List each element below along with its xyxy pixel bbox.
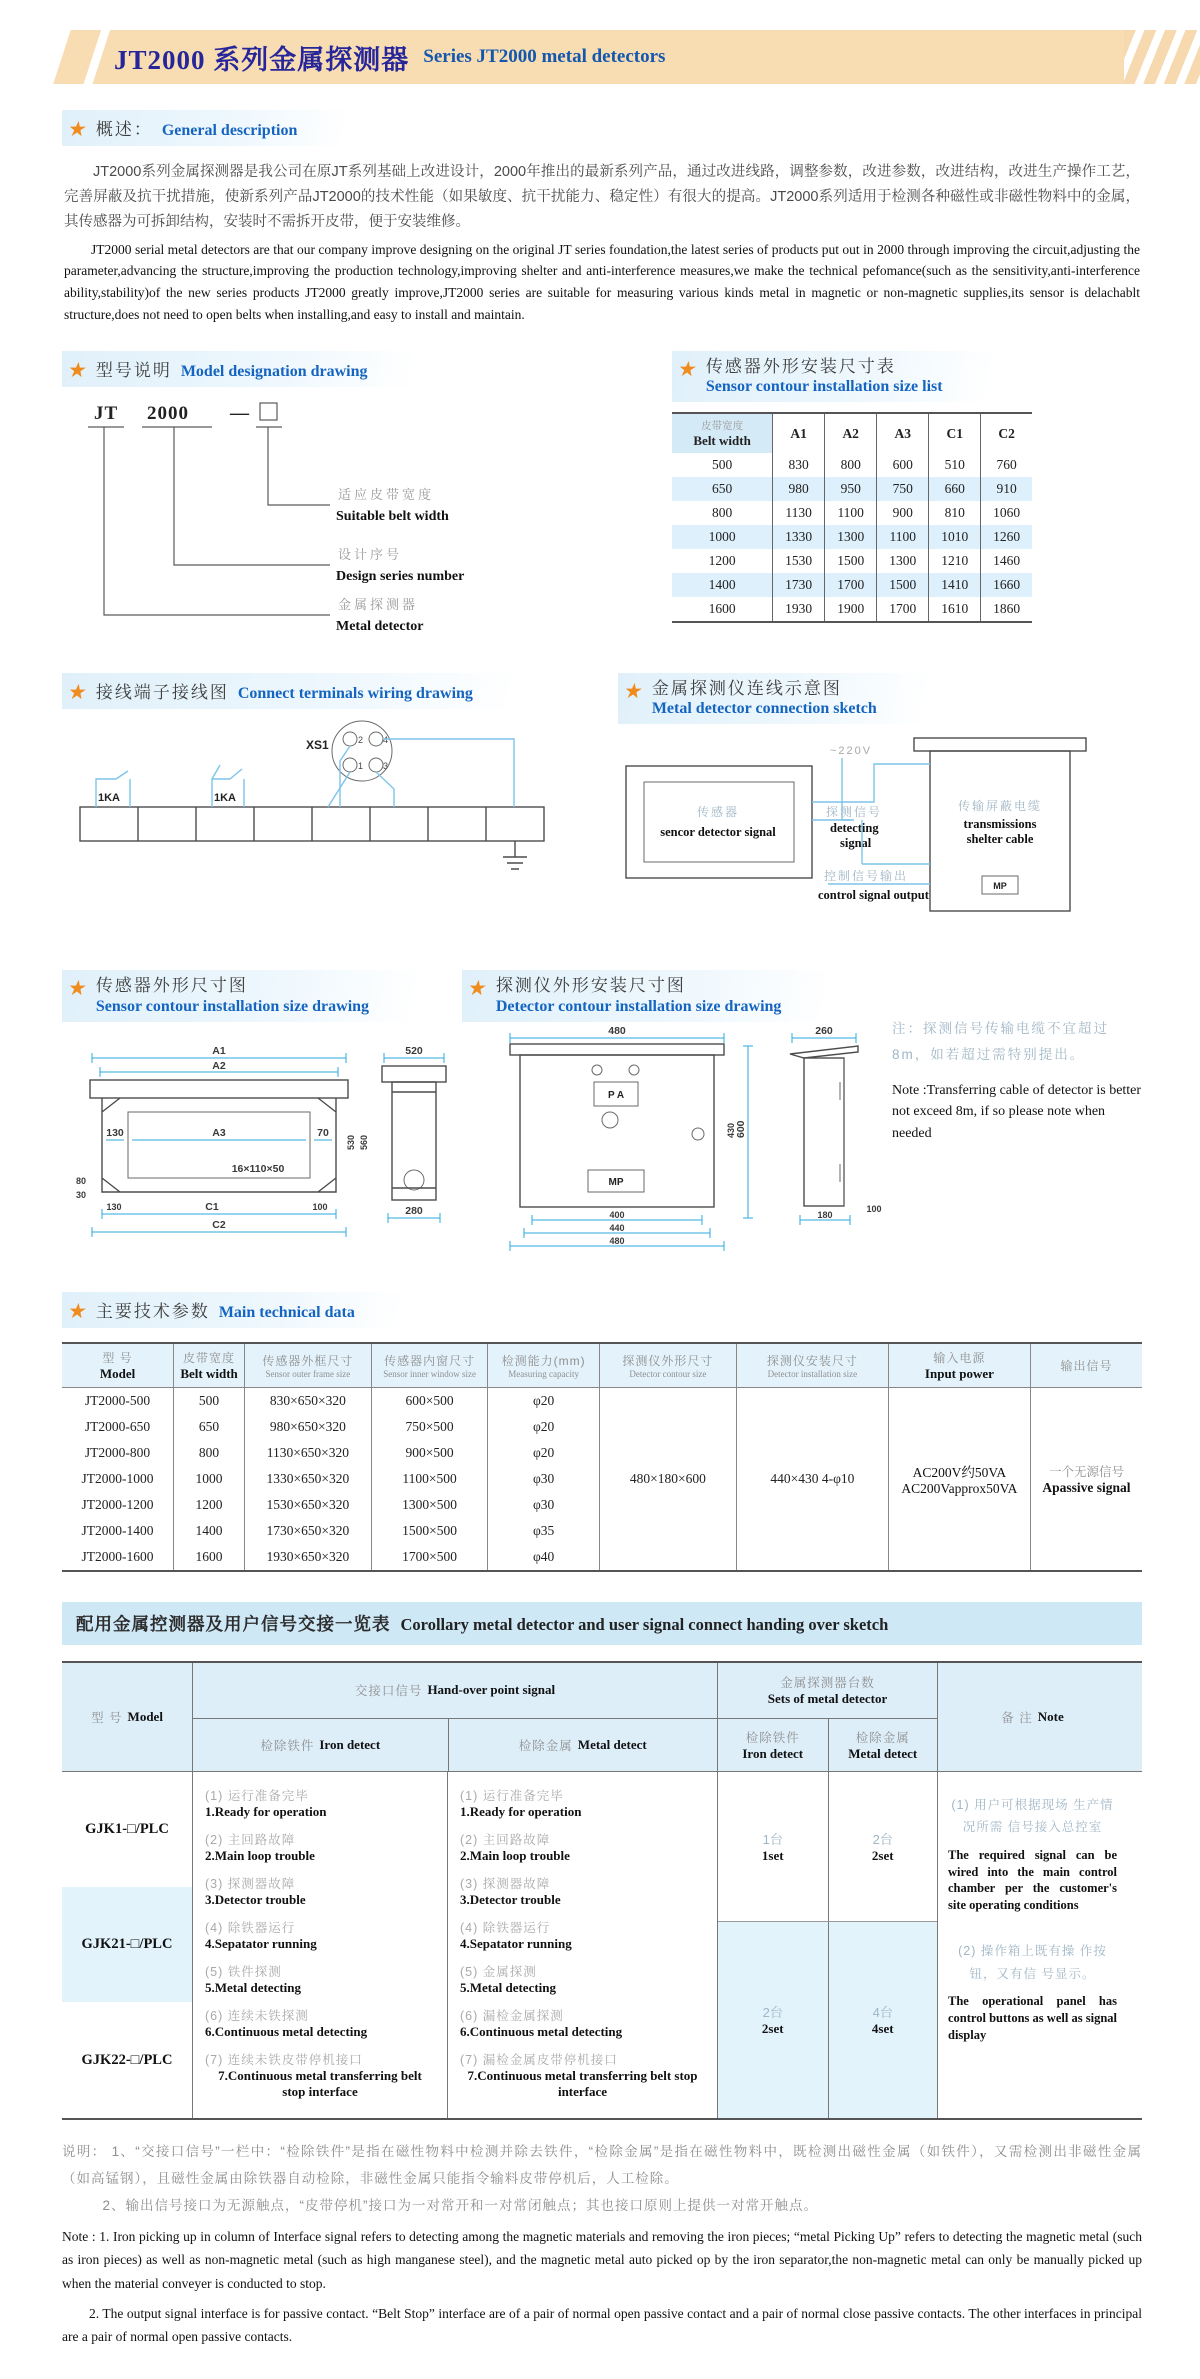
connection-section bbox=[592, 673, 1142, 944]
cell: 1300 bbox=[825, 525, 877, 549]
cell: φ20 bbox=[488, 1414, 600, 1440]
list-item: (6) 漏检金属探测 6.Continuous metal detecting bbox=[460, 2008, 623, 2039]
dim-det-400: 400 bbox=[609, 1209, 625, 1220]
bottom-note-en1: Note : 1. Iron picking up in column of Interface signal refers to detecting among the magnetic materials and removing the iron pieces; “metal Picking Up” refers to detecting the magnetic metal (such as iron pieces) as well as non-magnetic metal (such as high manganese steel), and the magnetic metal auto picked op by the iron separator,the non-magnetic metal can only be manually picked up when the material conveyer is conducted to stop. bbox=[62, 2228, 1142, 2291]
model-gjk22: GJK22-□/PLC bbox=[81, 2051, 173, 2068]
cell: JT2000-1600 bbox=[81, 1548, 154, 1564]
dim-30: 30 bbox=[76, 1189, 87, 1200]
cable-label-en1: transmissions bbox=[963, 817, 1037, 832]
tech-col-outer-frame: 传感器外框尺寸 Sensor outer frame size bbox=[245, 1343, 372, 1388]
cell: JT2000-1400 bbox=[81, 1522, 154, 1538]
sensor-col-a1: A1 bbox=[773, 413, 825, 453]
cell: JT2000-650 bbox=[84, 1418, 151, 1434]
sensor-col-beltwidth bbox=[672, 413, 773, 453]
cell: 1100×500 bbox=[371, 1466, 488, 1492]
wiring-heading-cn: 接线端子接线图 bbox=[95, 683, 229, 703]
cell: 1130×650×320 bbox=[245, 1440, 372, 1466]
section-heading-detector-drawing bbox=[462, 970, 841, 1021]
cell: JT2000-800 bbox=[84, 1444, 151, 1460]
corollary-sets-column bbox=[717, 1772, 937, 2118]
corollary-metal-list bbox=[447, 1772, 717, 2118]
tech-header-row bbox=[62, 1343, 1142, 1388]
banner-stripes-decoration bbox=[1124, 30, 1200, 84]
tech-merged-power: AC200V约50VA AC200Vapprox50VA bbox=[888, 1387, 1030, 1571]
cell: 750 bbox=[877, 477, 929, 501]
corollary-col-sets: 金属探测器台数 Sets of metal detector 检除铁件 Iron detect 检除金属 Metal detect bbox=[717, 1663, 937, 1771]
list-item: (6) 连续未铁探测 6.Continuous metal detecting bbox=[205, 2008, 368, 2039]
dim-530: 530 bbox=[346, 1134, 356, 1150]
cell: 1730×650×320 bbox=[245, 1518, 372, 1544]
sets-block-2: 2台 2set 4台 4set bbox=[718, 1922, 937, 2118]
model-label1-en: Suitable belt width bbox=[336, 509, 449, 525]
cell: 1330×650×320 bbox=[245, 1466, 372, 1492]
section-heading-sensor-list bbox=[672, 351, 1003, 402]
cell: 1500 bbox=[877, 573, 929, 597]
page-banner bbox=[76, 30, 1142, 84]
connector-label: XS1 bbox=[306, 738, 329, 753]
corollary-note1-cn: (1) 用户可根据现场 生产情况所需 信号接入总控室 bbox=[951, 1797, 1114, 1835]
dim-a1: A1 bbox=[212, 1044, 226, 1057]
connection-heading-cn: 金属探测仪连线示意图 bbox=[651, 679, 842, 699]
sensor-list-heading-cn: 传感器外形安装尺寸表 bbox=[705, 357, 896, 377]
cell: 1000 bbox=[708, 529, 736, 545]
cell: 980×650×320 bbox=[245, 1414, 372, 1440]
model-label2-cn: 设计序号 bbox=[338, 547, 403, 563]
cell: 1410 bbox=[929, 573, 981, 597]
sensor-col-a2: A2 bbox=[825, 413, 877, 453]
cable-note-en: Note :Transferring cable of detector is better not exceed 8m, if so please note when needed bbox=[892, 1082, 1142, 1142]
list-item: (4) 除铁器运行 4.Sepatator running bbox=[205, 1920, 317, 1951]
sensor-col-a3: A3 bbox=[877, 413, 929, 453]
cable-label-en2: shelter cable bbox=[966, 832, 1034, 847]
list-item: (3) 探测器故障 3.Detector trouble bbox=[205, 1876, 306, 1907]
star-icon: ★ bbox=[66, 359, 89, 383]
list-item: (5) 金属探测 5.Metal detecting bbox=[460, 1964, 557, 1995]
corollary-table bbox=[62, 1661, 1142, 2120]
cell: 1100 bbox=[877, 525, 929, 549]
corollary-title-band bbox=[62, 1602, 1142, 1645]
dim-130-left: 130 bbox=[106, 1126, 124, 1139]
connection-heading-en: Metal detector connection sketch bbox=[651, 700, 877, 718]
detector-drawing-section bbox=[462, 970, 892, 1261]
cell: 600 bbox=[877, 453, 929, 477]
connector-pin2: 2 bbox=[358, 735, 364, 746]
star-icon: ★ bbox=[66, 681, 89, 705]
cell: 1600 bbox=[708, 601, 736, 617]
cell: 510 bbox=[929, 453, 981, 477]
section-heading-sensor-drawing bbox=[62, 970, 429, 1021]
cable-label-cn: 传输屏蔽电缆 bbox=[957, 799, 1043, 814]
list-item: (4) 除铁器运行 4.Sepatator running bbox=[460, 1920, 572, 1951]
cell: 910 bbox=[981, 477, 1032, 501]
table-row bbox=[672, 597, 1032, 622]
wiring-heading-en: Connect terminals wiring drawing bbox=[237, 685, 473, 703]
connector-pin3: 3 bbox=[383, 761, 389, 772]
dim-80: 80 bbox=[76, 1175, 87, 1186]
cell: 1330 bbox=[773, 525, 825, 549]
cell: 800 bbox=[825, 453, 877, 477]
star-icon: ★ bbox=[676, 358, 699, 382]
cell: φ20 bbox=[488, 1387, 600, 1414]
dim-slot: 16×110×50 bbox=[231, 1162, 285, 1175]
wiring-section bbox=[62, 673, 592, 944]
table-row bbox=[672, 453, 1032, 477]
bottom-note-cn2: 2、输出信号接口为无源触点，“皮带停机”接口为一对常开和一对常闭触点；其也接口原则上提供一对常开触点。 bbox=[102, 2197, 818, 2213]
detector-pa-label: P A bbox=[607, 1089, 625, 1101]
cell: 1100 bbox=[825, 501, 877, 525]
cell: 600×500 bbox=[371, 1387, 488, 1414]
tech-col-model: 型 号 Model bbox=[62, 1343, 174, 1388]
detector-drawing-heading-cn: 探测仪外形安装尺寸图 bbox=[495, 976, 686, 996]
bottom-note-en2: 2. The output signal interface is for passive contact. “Belt Stop” interface are of a pair of normal open passive contact and a pair of normal close passive contacts. The other interfaces in principal are a pair of normal open passive contacts. bbox=[62, 2305, 1142, 2345]
connection-sketch bbox=[618, 724, 1098, 939]
cell: 1000 bbox=[174, 1466, 245, 1492]
corollary-iron-list bbox=[192, 1772, 447, 2118]
cell: 1260 bbox=[981, 525, 1032, 549]
sensor-drawing-section bbox=[62, 970, 462, 1261]
model-gjk21: GJK21-□/PLC bbox=[62, 1887, 192, 2002]
corollary-header bbox=[62, 1663, 1142, 1772]
cell: 830 bbox=[773, 453, 825, 477]
detector-mp-label: MP bbox=[608, 1176, 624, 1188]
corollary-note1-en: The required signal can be wired into the main control chamber per the customer's site operating conditions bbox=[948, 1847, 1117, 1913]
relay2-label: 1KA bbox=[214, 792, 237, 805]
table-row bbox=[672, 501, 1032, 525]
table-row bbox=[672, 525, 1032, 549]
sensor-table-header-row bbox=[672, 413, 1032, 453]
model-code-2000: 2000 bbox=[147, 403, 189, 425]
cell: 1930×650×320 bbox=[245, 1544, 372, 1571]
list-item: (5) 铁件探测 5.Metal detecting bbox=[205, 1964, 302, 1995]
beltwidth-en: Belt width bbox=[693, 433, 751, 449]
cell: 1700 bbox=[877, 597, 929, 622]
list-item: (7) 连续未铁皮带停机接口 7.Continuous metal transferring belt stop interface bbox=[205, 2052, 422, 2099]
detector-cable-note bbox=[892, 970, 1142, 1261]
control-label-cn: 控制信号输出 bbox=[824, 869, 909, 884]
tech-heading-en: Main technical data bbox=[218, 1303, 355, 1321]
cell: φ40 bbox=[488, 1544, 600, 1571]
model-designation-section bbox=[62, 351, 672, 647]
dim-det-100: 100 bbox=[866, 1203, 882, 1214]
list-item: (7) 漏检金属皮带停机接口 7.Continuous metal transferring belt stop interface bbox=[460, 2052, 698, 2099]
corollary-col-model: 型 号 Model bbox=[91, 1708, 163, 1725]
detect-label-cn: 探测信号 bbox=[826, 805, 883, 820]
tech-merged-contour: 480×180×600 bbox=[599, 1387, 736, 1571]
cell: 1500 bbox=[825, 549, 877, 573]
model-code-box bbox=[260, 403, 277, 420]
control-label-en: control signal output bbox=[818, 888, 929, 903]
table-row bbox=[672, 573, 1032, 597]
detect-label-en2: signal bbox=[840, 836, 872, 851]
overview-paragraph-cn: JT2000系列金属探测器是我公司在原JT系列基础上改进设计，2000年推出的最新系列产品，通过改进线路，调整参数，改进参数，改进结构，改进生产操作工艺，完善屏蔽及抗干扰措施，使新系列产品JT2000的技术性能（如果敏度、抗干扰能力、稳定性）有很大的提高。JT2000系列适用于检测各种磁性或非磁性物料中的金属，其传感器为可拆卸结构，安装时不需拆开皮带，便于安装维修。 bbox=[64, 164, 1140, 230]
sensor-drawing-heading-cn: 传感器外形尺寸图 bbox=[95, 976, 248, 996]
list-item: (3) 探测器故障 3.Detector trouble bbox=[460, 1876, 561, 1907]
cell: 650 bbox=[174, 1414, 245, 1440]
cell: 1500×500 bbox=[371, 1518, 488, 1544]
dim-130-bottom: 130 bbox=[106, 1201, 122, 1212]
cell: 1210 bbox=[929, 549, 981, 573]
corollary-col-handover: 交接口信号 Hand-over point signal 检除铁件 Iron detect 检除金属 Metal detect bbox=[192, 1663, 717, 1771]
cell: 1400 bbox=[708, 577, 736, 593]
sets-block-1: 1台 1set 2台 2set bbox=[718, 1772, 937, 1922]
cell: 830×650×320 bbox=[245, 1387, 372, 1414]
dim-det-430: 430 bbox=[726, 1122, 736, 1138]
cell: 1060 bbox=[981, 501, 1032, 525]
cell: 1900 bbox=[825, 597, 877, 622]
page-title-en: Series JT2000 metal detectors bbox=[423, 46, 666, 67]
row-wiring-and-connection bbox=[62, 673, 1142, 944]
cell: φ30 bbox=[488, 1492, 600, 1518]
dim-560: 560 bbox=[359, 1134, 369, 1150]
sensor-box-cn: 传感器 bbox=[696, 805, 740, 820]
wiring-diagram bbox=[62, 709, 572, 874]
power-label: ~220V bbox=[830, 745, 873, 758]
dim-det-480bot: 480 bbox=[609, 1235, 625, 1246]
dim-70: 70 bbox=[317, 1126, 329, 1139]
tech-col-contour: 探测仪外形尺寸 Detector contour size bbox=[599, 1343, 736, 1388]
cell: 1600 bbox=[174, 1544, 245, 1571]
cell: 1300×500 bbox=[371, 1492, 488, 1518]
tech-merged-output: 一个无源信号 Apassive signal bbox=[1030, 1387, 1142, 1571]
tech-col-beltwidth: 皮带宽度 Belt width bbox=[174, 1343, 245, 1388]
cell: 1530×650×320 bbox=[245, 1492, 372, 1518]
corollary-model-column bbox=[62, 1772, 192, 2118]
sensor-drawing-heading-en: Sensor contour installation size drawing bbox=[95, 997, 370, 1015]
model-code-dash: — bbox=[230, 403, 250, 425]
cell: 800 bbox=[174, 1440, 245, 1466]
corollary-title-cn: 配用金属控测器及用户信号交接一览表 bbox=[76, 1613, 391, 1634]
corollary-note2-en: The operational panel has control buttons as well as signal display bbox=[948, 1994, 1117, 2042]
dim-a3: A3 bbox=[212, 1126, 226, 1139]
tech-col-output: 输出信号 bbox=[1030, 1343, 1142, 1388]
dim-side-520: 520 bbox=[405, 1044, 423, 1057]
dim-det-480top: 480 bbox=[608, 1024, 626, 1037]
cell: 1700 bbox=[825, 573, 877, 597]
cell: 760 bbox=[981, 453, 1032, 477]
star-icon: ★ bbox=[466, 977, 489, 1001]
section-heading-model bbox=[62, 351, 428, 387]
cell: 1010 bbox=[929, 525, 981, 549]
section-heading-tech bbox=[62, 1292, 415, 1328]
cell: 500 bbox=[711, 457, 733, 473]
model-heading-cn: 型号说明 bbox=[95, 361, 172, 381]
cell: 1660 bbox=[981, 573, 1032, 597]
sensor-dimension-drawing bbox=[62, 1022, 462, 1247]
overview-heading-en: General description bbox=[161, 122, 298, 139]
mp-box-label: MP bbox=[993, 881, 1007, 892]
table-row bbox=[672, 477, 1032, 501]
tech-col-capacity: 检测能力(mm) Measuring capacity bbox=[488, 1343, 600, 1388]
cell: JT2000-1200 bbox=[81, 1496, 154, 1512]
cell: 800 bbox=[711, 505, 733, 521]
dim-det-260: 260 bbox=[815, 1024, 833, 1037]
model-designation-diagram bbox=[62, 387, 532, 642]
sensor-col-c2: C2 bbox=[981, 413, 1032, 453]
relay1-label: 1KA bbox=[98, 792, 121, 805]
cell: 1860 bbox=[981, 597, 1032, 622]
beltwidth-cn: 皮带宽度 bbox=[701, 420, 744, 433]
dim-a2: A2 bbox=[212, 1059, 226, 1072]
tech-merged-install: 440×430 4-φ10 bbox=[736, 1387, 888, 1571]
star-icon: ★ bbox=[622, 680, 645, 704]
corollary-body bbox=[62, 1772, 1142, 2118]
tech-heading-cn: 主要技术参数 bbox=[95, 1301, 210, 1321]
cell: 500 bbox=[174, 1387, 245, 1414]
sensor-list-heading-en: Sensor contour installation size list bbox=[705, 378, 943, 396]
tech-heading-row bbox=[62, 1292, 1142, 1328]
sensor-col-c1: C1 bbox=[929, 413, 981, 453]
model-heading-en: Model designation drawing bbox=[180, 363, 368, 381]
dim-c2: C2 bbox=[212, 1218, 226, 1231]
cell: 810 bbox=[929, 501, 981, 525]
table-row bbox=[672, 549, 1032, 573]
cell: 900 bbox=[877, 501, 929, 525]
overview-heading-cn: 概述： bbox=[95, 120, 153, 139]
section-heading-overview bbox=[62, 110, 357, 146]
corollary-subcol-iron: 检除铁件 Iron detect bbox=[260, 1736, 381, 1753]
detector-drawing-heading-en: Detector contour installation size drawing bbox=[495, 997, 782, 1015]
banner-slash-decoration bbox=[82, 28, 110, 88]
list-item: (1) 运行准备完毕 1.Ready for operation bbox=[460, 1788, 582, 1819]
section-heading-wiring bbox=[62, 673, 533, 709]
corollary-subcol-metal: 检除金属 Metal detect bbox=[448, 1719, 717, 1771]
star-icon: ★ bbox=[66, 1299, 89, 1323]
dim-100: 100 bbox=[312, 1201, 328, 1212]
cell: 750×500 bbox=[371, 1414, 488, 1440]
cell: 650 bbox=[711, 481, 733, 497]
dim-det-180: 180 bbox=[817, 1209, 833, 1220]
cell: φ20 bbox=[488, 1440, 600, 1466]
model-label1-cn: 适应皮带宽度 bbox=[338, 487, 435, 503]
model-label3-en: Metal detector bbox=[336, 619, 424, 635]
section-heading-connection bbox=[618, 673, 937, 724]
dim-det-440: 440 bbox=[609, 1222, 625, 1233]
cell: 1930 bbox=[773, 597, 825, 622]
cell: JT2000-1000 bbox=[81, 1470, 154, 1486]
cell: JT2000-500 bbox=[84, 1392, 151, 1408]
corollary-subcol-sets-metal: 检除金属 Metal detect bbox=[828, 1719, 938, 1771]
cell: 1730 bbox=[773, 573, 825, 597]
cell: φ30 bbox=[488, 1466, 600, 1492]
tech-col-inner-window: 传感器内窗尺寸 Sensor inner window size bbox=[371, 1343, 488, 1388]
main-technical-data-table bbox=[62, 1342, 1142, 1572]
cell: 1200 bbox=[708, 553, 736, 569]
model-code-jt: JT bbox=[94, 403, 119, 425]
corollary-title-en: Corollary metal detector and user signal connect handing over sketch bbox=[400, 1614, 889, 1634]
model-gjk1: GJK1-□/PLC bbox=[85, 1820, 169, 1837]
bottom-notes bbox=[62, 2138, 1142, 2349]
corollary-note2-cn: (2) 操作箱上既有操 作按钮，又有信 号显示。 bbox=[958, 1944, 1107, 1981]
sensor-box-en: sencor detector signal bbox=[660, 825, 776, 840]
cable-note-cn: 注：探测信号传输电缆不宜超过8m，如若超过需特别提出。 bbox=[892, 1021, 1109, 1063]
dim-det-600: 600 bbox=[735, 1120, 747, 1138]
cell: 900×500 bbox=[371, 1440, 488, 1466]
detect-label-en1: detecting bbox=[830, 821, 879, 836]
corollary-note-column bbox=[937, 1772, 1127, 2118]
row-model-and-sizelist bbox=[62, 351, 1142, 647]
connector-pin4: 4 bbox=[383, 735, 389, 746]
cell: 1200 bbox=[174, 1492, 245, 1518]
connector-pin1: 1 bbox=[358, 761, 364, 772]
page-title-cn: JT2000 系列金属探测器 bbox=[114, 44, 410, 75]
corollary-subcol-sets-iron: 检除铁件 Iron detect bbox=[742, 1730, 804, 1761]
cell: 1460 bbox=[981, 549, 1032, 573]
model-label3-cn: 金属探测器 bbox=[338, 597, 419, 613]
bottom-note-cn1: 说明： 1、“交接口信号”一栏中：“检除铁件”是指在磁性物料中检测并除去铁件，“检除金属”是指在磁性物料中，既检测出磁性金属（如铁件），又需检测出非磁性金属（如高锰钢），且磁性金属由除铁器自动检除，非磁性金属只能指令输料皮带停机后，人工检除。 bbox=[62, 2143, 1142, 2186]
cell: 1130 bbox=[773, 501, 825, 525]
detector-dimension-drawing bbox=[462, 1022, 892, 1257]
list-item: (1) 运行准备完毕 1.Ready for operation bbox=[205, 1788, 327, 1819]
cell: 660 bbox=[929, 477, 981, 501]
list-item: (2) 主回路故障 2.Main loop trouble bbox=[460, 1832, 570, 1863]
model-label2-en: Design series number bbox=[336, 569, 465, 585]
table-row bbox=[62, 1387, 1142, 1414]
cell: 1700×500 bbox=[371, 1544, 488, 1571]
cell: 950 bbox=[825, 477, 877, 501]
cell: 980 bbox=[773, 477, 825, 501]
corollary-col-note: 备 注 Note bbox=[937, 1663, 1127, 1771]
row-drawings bbox=[62, 970, 1142, 1261]
list-item: (2) 主回路故障 2.Main loop trouble bbox=[205, 1832, 315, 1863]
star-icon: ★ bbox=[66, 118, 89, 141]
cell: 1300 bbox=[877, 549, 929, 573]
tech-col-power: 输入电源 Input power bbox=[888, 1343, 1030, 1388]
sensor-size-table bbox=[672, 412, 1032, 623]
star-icon: ★ bbox=[66, 977, 89, 1001]
cell: φ35 bbox=[488, 1518, 600, 1544]
cell: 1530 bbox=[773, 549, 825, 573]
dim-c1: C1 bbox=[205, 1200, 219, 1213]
sensor-size-list-section bbox=[672, 351, 1142, 647]
tech-col-install: 探测仪安装尺寸 Detector installation size bbox=[736, 1343, 888, 1388]
cell: 1610 bbox=[929, 597, 981, 622]
overview-paragraph-en: JT2000 serial metal detectors are that our company improve designing on the original JT series foundation,the latest series of products put out in 2000 through improving the circuit,adjusting the parameter,advancing the structure,improving the production technology,improving shelter and anti-interference measures,we make the technical pefomance(such as the sensitivity,anti-interference ability,stability)of the new series products JT2000 greatly improve,JT2000 series are suitable for measuring various kinds metal in magnetic or non-magnetic supplies,its sensor is delachablt structure,does not need to open belts when installing,and easy to install and maintain. bbox=[64, 241, 1140, 322]
dim-side-280: 280 bbox=[405, 1204, 423, 1217]
cell: 1400 bbox=[174, 1518, 245, 1544]
